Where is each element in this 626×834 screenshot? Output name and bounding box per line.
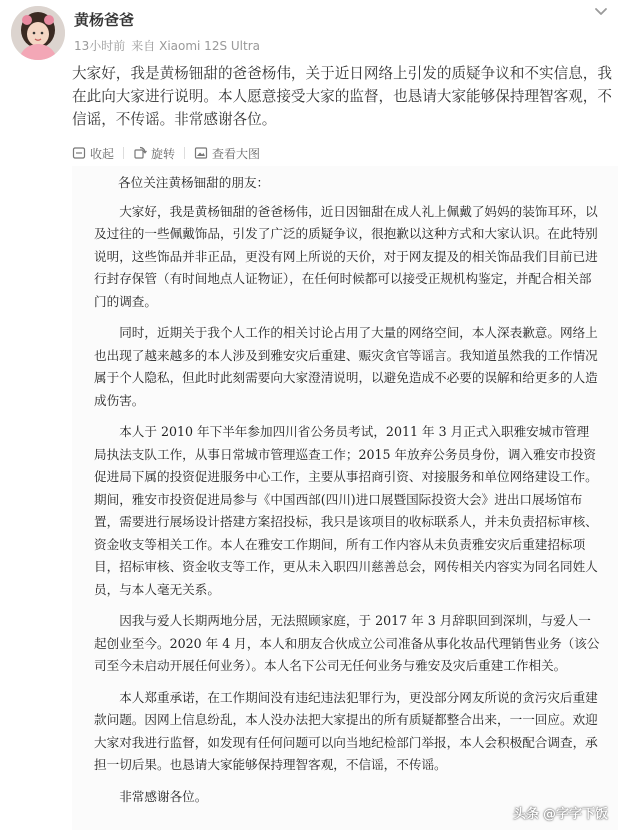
action-divider: [184, 147, 185, 159]
rotate-label: 旋转: [151, 146, 176, 161]
post-meta: [74, 38, 260, 54]
letter-paragraph: 大家好，我是黄杨钿甜的爸爸杨伟，近日因钿甜在成人礼上佩戴了妈妈的装饰耳环，以及过往的一些佩戴饰品，引发了广泛的质疑争议，很抱歉以这种方式和大家认识。在此特别说明，这些饰品并非正品，更没有网上所说的天价，对于网友提及的相关饰品我们目前已进行封存保管（有时间地点人证物证），在任何时候都可以接受正规机构鉴定，并配合相关部门的调查。: [94, 203, 598, 309]
view-large-icon: [194, 146, 208, 160]
post-time[interactable]: 13小时前: [74, 39, 126, 53]
rotate-button[interactable]: [133, 145, 175, 162]
watermark-handle: @字字下饭: [542, 807, 608, 822]
action-divider: [123, 147, 124, 159]
author-name[interactable]: 黄杨爸爸: [74, 11, 135, 29]
avatar-image: [11, 6, 65, 60]
rotate-icon: [133, 146, 147, 160]
statement-image[interactable]: [72, 166, 618, 830]
collapse-label: 收起: [90, 146, 115, 161]
statement-document: [94, 172, 600, 817]
avatar[interactable]: [11, 6, 65, 60]
post-source: 来自 Xiaomi 12S Ultra: [131, 39, 260, 53]
post-text: 大家好，我是黄杨钿甜的爸爸杨伟，关于近日网络上引发的质疑争议和不实信息，我在此向大家进行说明。本人愿意接受大家的监督，也恳请大家能够保持理智客观，不信谣，不传谣。非常感谢各位。: [72, 65, 612, 128]
more-menu-button[interactable]: [590, 2, 612, 22]
letter-salutation: 各位关注黄杨钿甜的朋友：: [118, 175, 270, 190]
favorite-icon: [72, 146, 86, 160]
watermark-brand: 头条: [512, 807, 539, 822]
view-large-label: 查看大图: [212, 146, 261, 161]
view-large-button[interactable]: [194, 145, 260, 162]
watermark: [513, 803, 608, 822]
letter-paragraph: 同时，近期关于我个人工作的相关讨论占用了大量的网络空间，本人深表歉意。网络上也出现了越来越多的本人涉及到雅安灾后重建、赈灾贪官等谣言。我知道虽然我的工作情况属于个人隐私，但此时此刻需要向大家澄清说明，以避免造成不必要的误解和给更多的人造成伤害。: [94, 325, 598, 408]
letter-paragraph: 因我与爱人长期两地分居，无法照顾家庭，于 2017 年 3 月辞职回到深圳，与爱人一起创业至今。2020 年 4 月，本人和朋友合伙成立公司准备从事化妆品代理销售业务（该公司至今未启动开展任何业务）。本人名下公司无任何业务与雅安及灾后重建工作相关。: [94, 613, 600, 673]
letter-paragraph: 本人郑重承诺，在工作期间没有违纪违法犯罪行为，更没部分网友所说的贪污灾后重建款问题。因网上信息纷乱，本人没办法把大家提出的所有质疑都整合出来，一一回应。欢迎大家对我进行监督，如发现有任何问题可以向当地纪检部门举报，本人会积极配合调查，承担一切后果。也恳请大家能够保持理智客观，不信谣，不传谣。: [94, 689, 598, 772]
image-actions: [72, 143, 260, 163]
letter-closing: 非常感谢各位。: [119, 788, 208, 804]
letter-paragraph: 本人于 2010 年下半年参加四川省公务员考试，2011 年 3 月正式入职雅安城市管理局执法支队工作，从事日常城市管理巡查工作；2015 年放弃公务员身份，调入雅安市投资促进局下属的投资促进服务中心工作，主要从事招商引资、对接服务和单位网络建设工作。期间，雅安市投资促进局参与《中国西部(四川)进口展暨国际投资大会》进出口展场馆布置，需要进行展场设计搭建方案招投标，我只是该项目的收标联系人，并未负责招标审核、资金收支等相关工作。本人在雅安工作期间，所有工作内容从未负责雅安灾后重建招标项目，招标审核、资金收支等工作，更从未入职四川慈善总会，网传相关内容实为同名同姓人员，与本人毫无关系。: [94, 424, 598, 597]
chevron-down-icon: [590, 2, 612, 22]
collapse-button[interactable]: [72, 145, 114, 162]
